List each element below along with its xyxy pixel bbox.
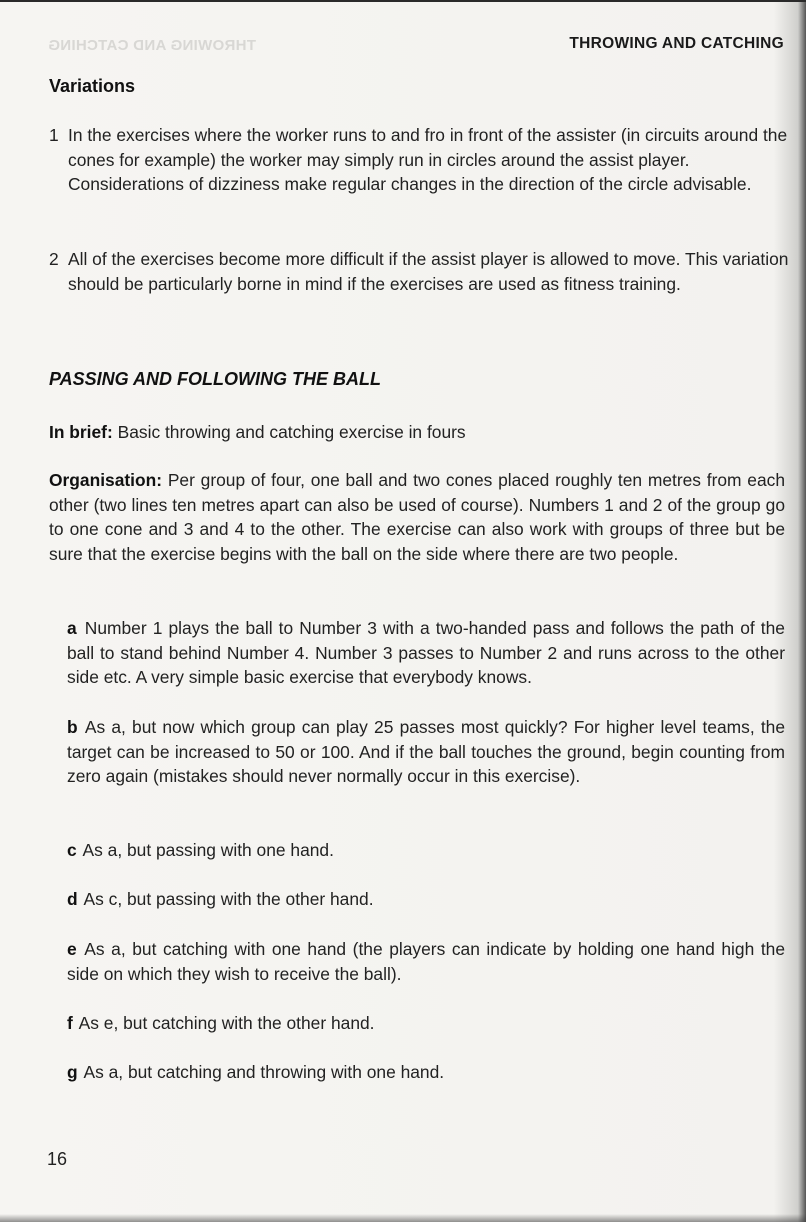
organisation-paragraph: [49, 468, 785, 566]
page-edge-shadow: [0, 1214, 806, 1222]
exercise-text: As a, but now which group can play 25 passes most quickly? For higher level teams, the target can be increased to 50 or 100. And if the ball touches the ground, begin counting from zero again (mistakes should never normally occur in this exercise).: [67, 717, 786, 787]
organisation-label: Organisation:: [49, 470, 163, 490]
in-brief-text: Basic throwing and catching exercise in fours: [117, 422, 466, 442]
exercise-text: As a, but catching with one hand (the players can indicate by holding one hand high the side on which they wish to receive the ball).: [67, 939, 786, 984]
variation-item: [49, 123, 789, 197]
page-number: 16: [47, 1149, 68, 1169]
exercise-item: [67, 1060, 785, 1085]
exercise-letter: g: [67, 1062, 78, 1082]
exercise-letter: a: [67, 618, 77, 638]
exercise-text: As a, but catching and throwing with one hand.: [83, 1062, 445, 1082]
top-rule: [0, 0, 806, 2]
exercise-letter: d: [67, 889, 78, 909]
running-header: THROWING AND CATCHING: [569, 35, 784, 52]
bleed-through-text: THROWING AND CATCHING: [48, 37, 256, 54]
exercise-item: [67, 937, 785, 986]
variation-text: All of the exercises become more difficult if the assist player is allowed to move. This variation should be particularly borne in mind if the exercises are used as fitness training.: [68, 249, 789, 294]
exercise-text: Number 1 plays the ball to Number 3 with a two-handed pass and follows the path of the ball to stand behind Number 4. Number 3 passes to Number 2 and runs across to the other side etc. A very simple basic exercise that everybody knows.: [67, 618, 785, 688]
exercise-text: As c, but passing with the other hand.: [83, 889, 374, 909]
exercise-text: As e, but catching with the other hand.: [78, 1013, 375, 1033]
variation-item: [49, 247, 789, 296]
exercise-item: [67, 616, 785, 690]
variations-heading: Variations: [49, 76, 136, 96]
section-title: PASSING AND FOLLOWING THE BALL: [49, 369, 381, 389]
variation-text: In the exercises where the worker runs to and fro in front of the assister (in circuits around the cones for example) the worker may simply run in circles around the assist player. Considerations of dizziness make regular changes in the direction of the circle advisable.: [68, 125, 788, 195]
variation-number: 2: [49, 249, 59, 269]
exercise-letter: f: [67, 1013, 73, 1033]
variation-number: 1: [49, 125, 59, 145]
organisation-text: Per group of four, one ball and two cones placed roughly ten metres from each other (two lines ten metres apart can also be used of course). Numbers 1 and 2 of the group go to one cone and 3 and 4 to the other. The exercise can also work with groups of three but be sure that the exercise begins with the ball on the side where there are two people.: [49, 470, 785, 564]
exercise-item: [67, 715, 785, 789]
exercise-item: [67, 887, 785, 912]
exercise-letter: e: [67, 939, 77, 959]
exercise-letter: b: [67, 717, 78, 737]
exercise-item: [67, 1011, 785, 1036]
exercise-item: [67, 838, 785, 863]
in-brief-paragraph: [49, 420, 785, 445]
exercise-letter: c: [67, 840, 77, 860]
in-brief-label: In brief:: [49, 422, 113, 442]
exercise-text: As a, but passing with one hand.: [82, 840, 334, 860]
